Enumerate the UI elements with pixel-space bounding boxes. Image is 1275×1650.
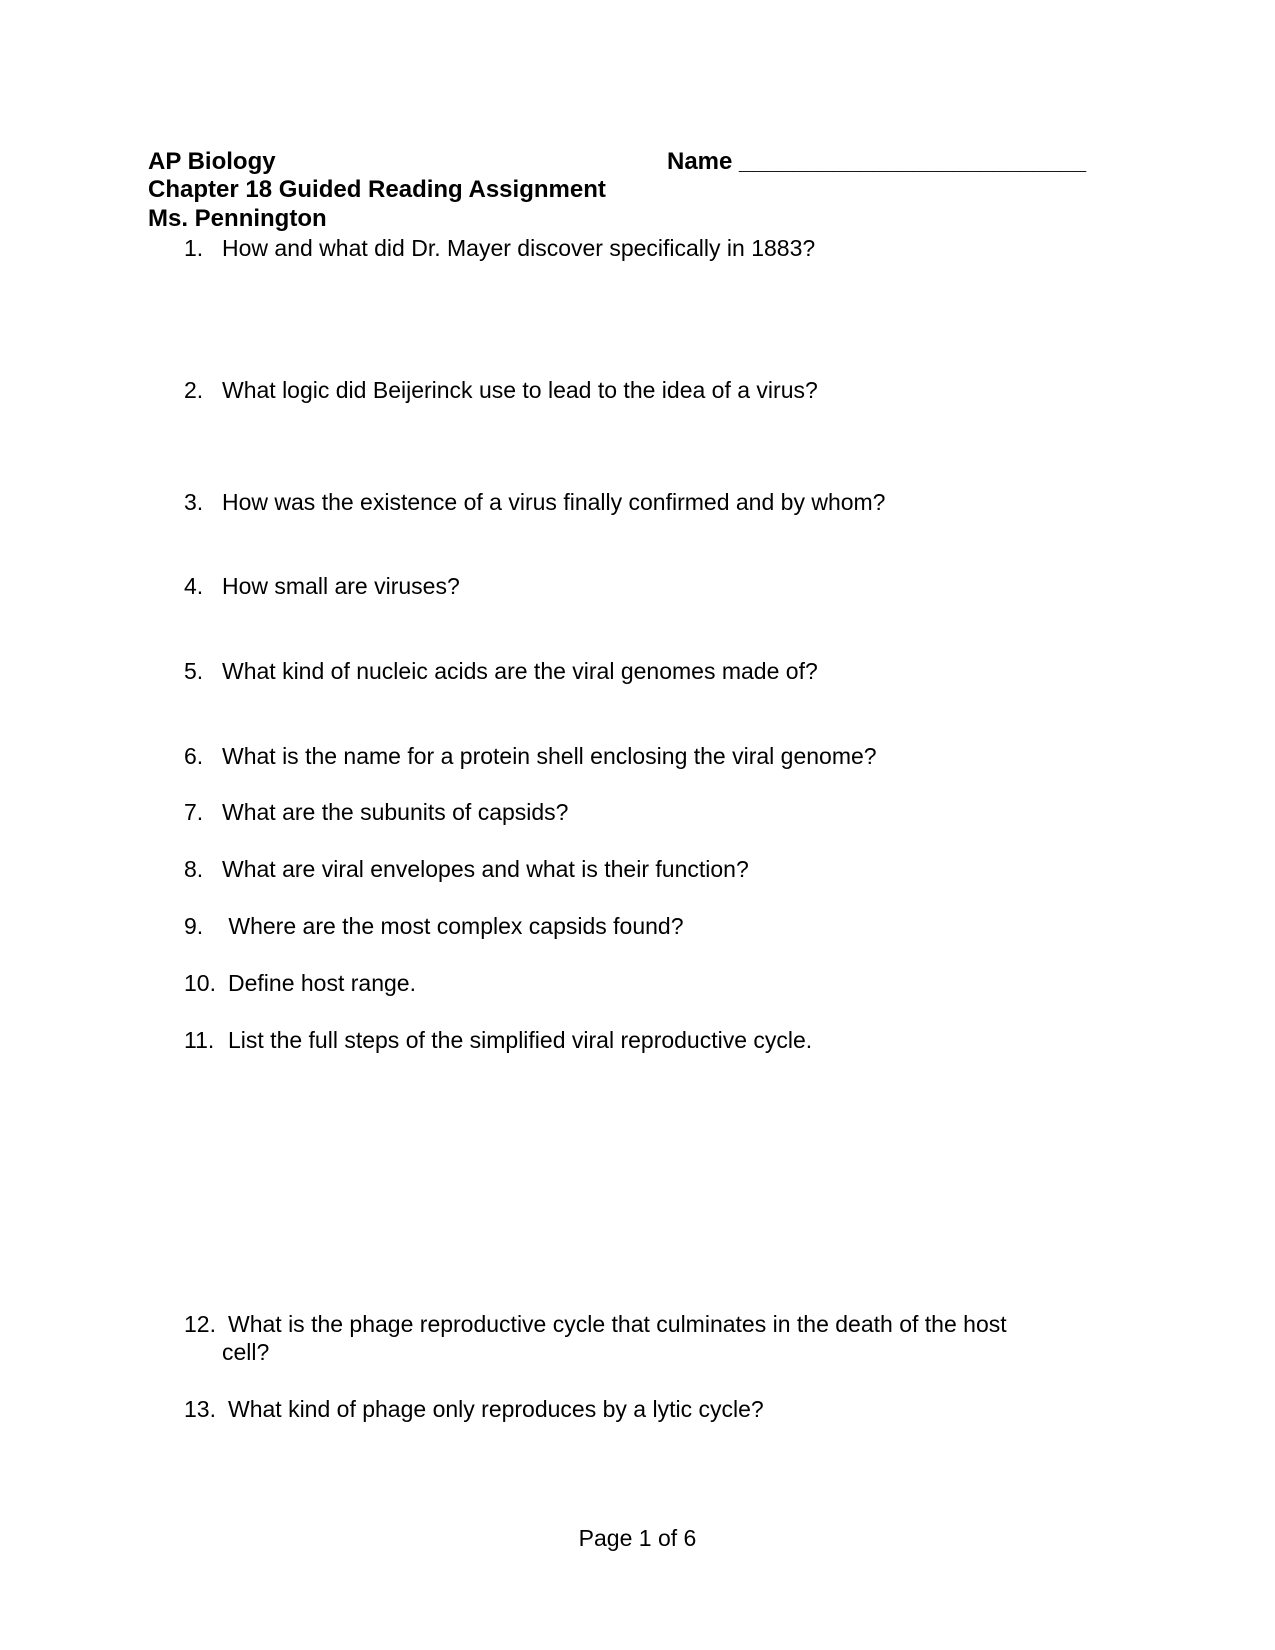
name-field-label: Name __________________________ (667, 148, 1087, 175)
question-text: What is the phage reproductive cycle that culminates in the death of the host (228, 1311, 1007, 1337)
question-number: 1. (184, 235, 204, 261)
page-number: Page 1 of 6 (578, 1525, 697, 1551)
question-item (184, 855, 749, 883)
question-item (184, 742, 877, 770)
question-text: How small are viruses? (222, 573, 460, 599)
question-text: What kind of phage only reproduces by a lytic cycle? (228, 1396, 764, 1422)
question-item (184, 1026, 812, 1054)
question-text: Define host range. (228, 970, 416, 996)
course-title: AP Biology (148, 148, 276, 175)
assignment-title: Chapter 18 Guided Reading Assignment (148, 176, 606, 203)
question-number: 5. (184, 658, 204, 684)
question-text: What are the subunits of capsids? (222, 799, 569, 825)
question-item (184, 1310, 1007, 1366)
question-text: Where are the most complex capsids found? (222, 913, 684, 939)
question-item (184, 969, 416, 997)
question-number: 8. (184, 856, 204, 882)
question-text: What kind of nucleic acids are the viral genomes made of? (222, 658, 818, 684)
teacher-name: Ms. Pennington (148, 205, 327, 232)
question-text-continued: cell? (222, 1339, 270, 1365)
question-number: 4. (184, 573, 204, 599)
question-item (184, 234, 815, 262)
question-item (184, 798, 568, 826)
question-number: 3. (184, 489, 204, 515)
question-number: 13. (184, 1396, 216, 1422)
question-text: What is the name for a protein shell enclosing the viral genome? (222, 743, 877, 769)
question-number: 9. (184, 913, 204, 939)
question-item (184, 912, 684, 940)
question-item (184, 376, 818, 404)
question-text: How and what did Dr. Mayer discover specifically in 1883? (222, 235, 816, 261)
question-number: 11. (184, 1027, 215, 1053)
question-text: What are viral envelopes and what is their function? (222, 856, 749, 882)
question-number: 7. (184, 799, 204, 825)
question-text: What logic did Beijerinck use to lead to the idea of a virus? (222, 377, 818, 403)
question-number: 12. (184, 1311, 216, 1337)
question-item (184, 657, 818, 685)
question-number: 2. (184, 377, 204, 403)
question-text: How was the existence of a virus finally confirmed and by whom? (222, 489, 886, 515)
question-item (184, 488, 885, 516)
question-item (184, 572, 460, 600)
question-item (184, 1395, 764, 1423)
question-number: 10. (184, 970, 216, 996)
question-text: List the full steps of the simplified viral reproductive cycle. (228, 1027, 813, 1053)
question-number: 6. (184, 743, 204, 769)
